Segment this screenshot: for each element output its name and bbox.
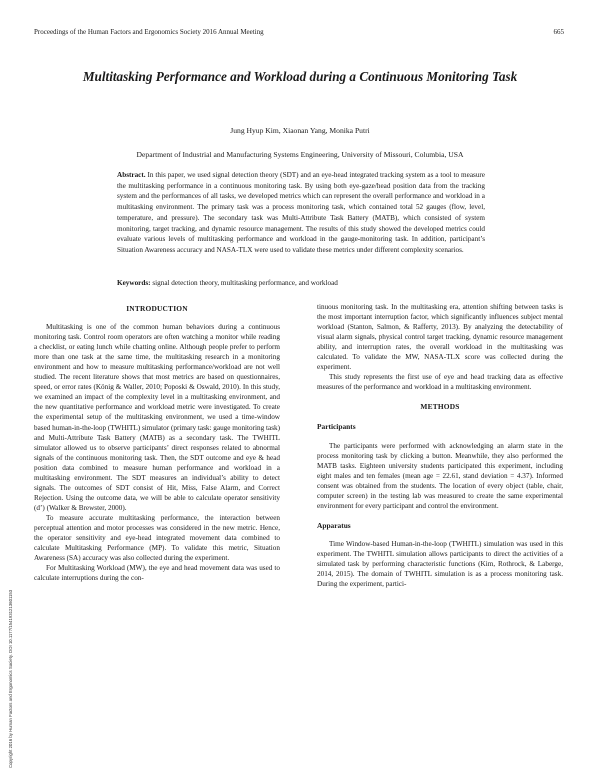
affiliation: Department of Industrial and Manufacturing Systems Engineering, University of Missouri, Columbia, USA — [136, 150, 464, 159]
right-column — [317, 302, 563, 589]
keywords — [117, 279, 485, 287]
methods-heading: METHODS — [420, 402, 460, 412]
intro-paragraph-3: For Multitasking Workload (MW), the eye and head movement data was used to calculate interruptions during the con- — [34, 564, 280, 583]
copyright-sidebar: Copyright 2016 by Human Factors and Ergonomics Society. DOI 10.1177/1541931213601153 — [8, 589, 13, 768]
keywords-label: Keywords: — [117, 279, 151, 287]
apparatus-heading: Apparatus — [317, 520, 351, 530]
author-list: Jung Hyup Kim, Xiaonan Yang, Monika Putri — [230, 126, 370, 135]
abstract — [117, 170, 485, 256]
intro-paragraph-1: Multitasking is one of the common human behaviors during a continuous monitoring task. Control room operators are often watching a monitor while reading a checklist, or eating lunch while chatting online. Although people prefer to perform more than one task at the same time, the multitasking research in a monitoring environment and how to measure multitasking performance/workload are not well studied. The recent literature shows that most metrics are based on questionnaires, speed, or error rates (König & Waller, 2010; Poposki & Oswald, 2010). In this study, we examined an impact of the complexity level in a multitasking environment, and the new quantitative performance and workload metric were investigated. To create the experimental setup of the multitasking environment, we used a time-window based human-in-the-loop (TWHITL) simulator (primary task: gauge monitoring task) and Multi-Attribute Task Battery (MATB) as a secondary task. The TWHITL simulator allowed us to observe participants’ direct responses related to abnormal signals of the continuous monitoring task. Then, the SDT outcome and eye & head position data combined to measure human performance and workload in a multitasking environment. The SDT measures an individual’s ability to detect signals. The outcomes of SDT consist of Hit, Miss, False Alarm, and Correct Rejection. Using the outcome data, we will be able to calculate operator sensitivity (d’) (Walker & Brewster, 2000). — [34, 323, 280, 512]
paper-title: Multitasking Performance and Workload during a Continuous Monitoring Task — [82, 69, 518, 84]
intro-paragraph-4: This study represents the first use of eye and head tracking data as effective measures of the performance and workload in a multitasking environment. — [317, 373, 563, 392]
introduction-heading: INTRODUCTION — [126, 304, 188, 313]
intro-paragraph-3-continued: tinuous monitoring task. In the multitasking era, attention shifting between tasks is the most important interruption factor, which significantly influences subject mental workload (Stanton, Salmon, & Rafferty, 2013). By analyzing the detectability of visual alarm signals, physical control target tracking, dynamic resource management ability, and interruption rates, the overall workload in the multitasking was calculated. To validate the MW, NASA-TLX score was collected during the experiment. — [317, 303, 563, 372]
keywords-text: signal detection theory, multitasking performance, and workload — [152, 279, 338, 287]
abstract-label: Abstract. — [117, 171, 146, 179]
participants-paragraph: The participants were performed with acknowledging an alarm state in the process monitoring task by clicking a button. Meanwhile, they also performed the MATB tasks. Eighteen university students participated this experiment, including eight males and ten females (mean age = 22.61, stand deviation = 4.37). Informed consent was obtained from the students. The location of every object (table, chair, computer screen) in the testing lab was measured to create the same experimental environment for every participant and control the environment. — [317, 441, 563, 510]
abstract-text: In this paper, we used signal detection theory (SDT) and an eye-head integrated tracking system as a tool to measure the multitasking performance in a continuous monitoring task. By using both eye-gaze/head position data from the tracking system and the performances of all tasks, we developed metrics which can represent the overall performance and workload in a multitasking environment. The primary task was a process monitoring task, which contained total 52 gauges (flow, level, temperature, and pressure). The secondary task was Multi-Attribute Task Battery (MATB), which consisted of system monitoring, target tracking, and dynamic resource management. The results of this study showed the developed metrics could evaluate various levels of multitasking performance and workload in the gauge-monitoring task. In addition, participant’s Situation Awareness accuracy and NASA-TLX were used to validate these metrics under different complexity scenarios. — [117, 171, 485, 254]
intro-paragraph-2: To measure accurate multitasking performance, the interaction between perceptual attention and motor processes was considered in the new metric. Hence, the operator sensitivity and eye-head integrated movement data combined to calculate Multitasking Performance (MP). To validate this metric, Situation Awareness (SA) accuracy was also collected during the experiment. — [34, 513, 280, 563]
apparatus-paragraph: Time Window-based Human-in-the-loop (TWHITL) simulation was used in this experiment. The TWHITL simulation allows participants to direct the activities of a simulated task by performing characteristic functions (Kim, Rothrock, & Laberge, 2014, 2015). The domain of TWHITL simulation is as a process monitoring task. During the experiment, partici- — [317, 539, 563, 589]
page-number: 665 — [553, 28, 564, 36]
participants-heading: Participants — [317, 422, 356, 432]
journal-name: Proceedings of the Human Factors and Ergonomics Society 2016 Annual Meeting — [34, 28, 264, 36]
running-header — [34, 28, 564, 36]
left-column — [34, 302, 280, 583]
